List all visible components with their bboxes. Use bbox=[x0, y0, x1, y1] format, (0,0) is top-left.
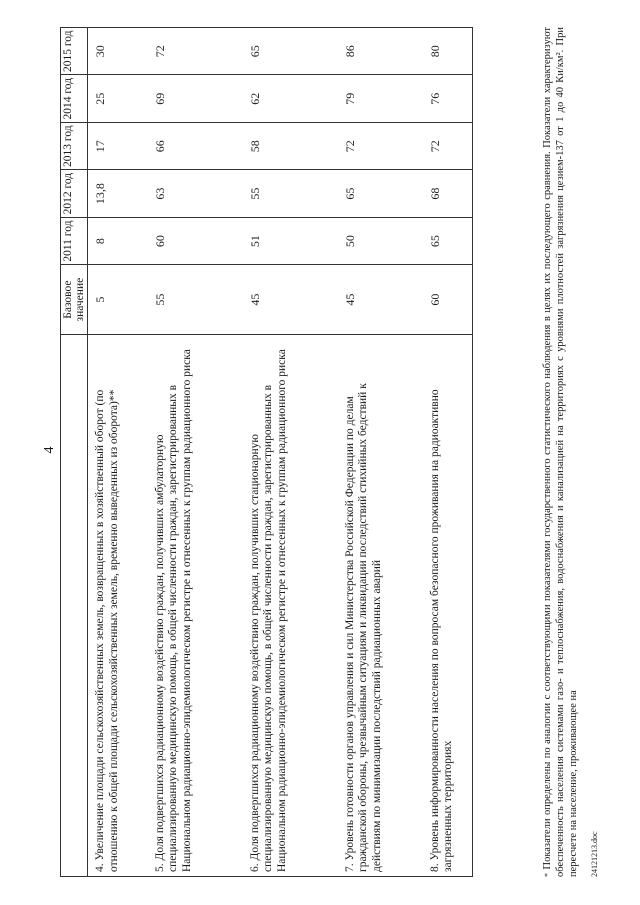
indicators-table bbox=[60, 27, 473, 877]
rotated-document-page bbox=[20, 5, 620, 895]
value-cell: 72 bbox=[338, 122, 423, 169]
header-year: 2011 год bbox=[61, 217, 88, 264]
value-cell: 63 bbox=[148, 170, 243, 217]
value-cell: 69 bbox=[148, 75, 243, 122]
footnote-text: Показатели определены по аналогии с соответствующими показателями государственного статистического наблюдения в целях их последующего сравнения. Показатели характеризуют обеспеченность населения системами газо- и теплоснабжения, водоснабжения и канализацией на территориях с уровнями плотностей загрязнения цезием-137 от 1 до 40 Ки/км². При пересчете на население, проживающее на bbox=[542, 26, 579, 877]
header-base: Базовое значение bbox=[61, 265, 88, 335]
value-cell: 76 bbox=[423, 75, 473, 122]
value-cell: 60 bbox=[148, 217, 243, 264]
table-row bbox=[243, 28, 338, 877]
header-indicator bbox=[61, 334, 88, 876]
value-cell: 80 bbox=[423, 28, 473, 76]
table-row bbox=[88, 28, 148, 877]
indicator-cell: 4. Увеличение площади сельскохозяйственных земель, возвращенных в хозяйственный оборот (по отношению к общей площади сельскохозяйственных земель, временно выведенных из оборота)** bbox=[88, 334, 148, 876]
footnote-mark: * bbox=[543, 873, 552, 877]
value-cell: 72 bbox=[423, 122, 473, 169]
indicator-cell: 7. Уровень готовности органов управления и сил Министерства Российской Федерации по делам гражданской обороны, чрезвычайным ситуациям и ликвидации последствий стихийных бедствий к действиям по минимизации последствий радиационных аварий bbox=[338, 334, 423, 876]
value-cell: 66 bbox=[148, 122, 243, 169]
value-cell: 60 bbox=[423, 265, 473, 335]
value-cell: 68 bbox=[423, 170, 473, 217]
table-row bbox=[148, 28, 243, 877]
value-cell: 45 bbox=[243, 265, 338, 335]
table-row bbox=[338, 28, 423, 877]
value-cell: 8 bbox=[88, 217, 148, 264]
value-cell: 17 bbox=[88, 122, 148, 169]
value-cell: 79 bbox=[338, 75, 423, 122]
footnote bbox=[541, 27, 580, 877]
page-number: 4 bbox=[42, 446, 57, 454]
value-cell: 45 bbox=[338, 265, 423, 335]
value-cell: 72 bbox=[148, 28, 243, 76]
header-year: 2014 год bbox=[61, 75, 88, 122]
indicator-cell: 5. Доля подвергшихся радиационному воздействию граждан, получивших амбулаторную специализированную медицинскую помощь, в общей численности граждан, зарегистрированных в Национальном радиационно-эпидемиологическом регистре и отнесенных к группам радиационного риска bbox=[148, 334, 243, 876]
table-header-row bbox=[61, 28, 88, 877]
indicator-cell: 8. Уровень информированности населения по вопросам безопасного проживания на радиоактивно загрязненных территориях bbox=[423, 334, 473, 876]
value-cell: 58 bbox=[243, 122, 338, 169]
value-cell: 65 bbox=[423, 217, 473, 264]
header-year: 2015 год bbox=[61, 28, 88, 76]
value-cell: 62 bbox=[243, 75, 338, 122]
indicator-cell: 6. Доля подвергшихся радиационному воздействию граждан, получивших стационарную специализированную медицинскую помощь, в общей численности граждан, зарегистрированных в Национальном радиационно-эпидемиологическом регистре и отнесенных к группам радиационного риска bbox=[243, 334, 338, 876]
value-cell: 30 bbox=[88, 28, 148, 76]
value-cell: 25 bbox=[88, 75, 148, 122]
value-cell: 5 bbox=[88, 265, 148, 335]
value-cell: 55 bbox=[243, 170, 338, 217]
value-cell: 55 bbox=[148, 265, 243, 335]
value-cell: 13,8 bbox=[88, 170, 148, 217]
table-row bbox=[423, 28, 473, 877]
value-cell: 65 bbox=[243, 28, 338, 76]
value-cell: 50 bbox=[338, 217, 423, 264]
value-cell: 65 bbox=[338, 170, 423, 217]
header-year: 2013 год bbox=[61, 122, 88, 169]
document-id: 2412121З.doc bbox=[590, 831, 599, 877]
header-year: 2012 год bbox=[61, 170, 88, 217]
value-cell: 86 bbox=[338, 28, 423, 76]
value-cell: 51 bbox=[243, 217, 338, 264]
